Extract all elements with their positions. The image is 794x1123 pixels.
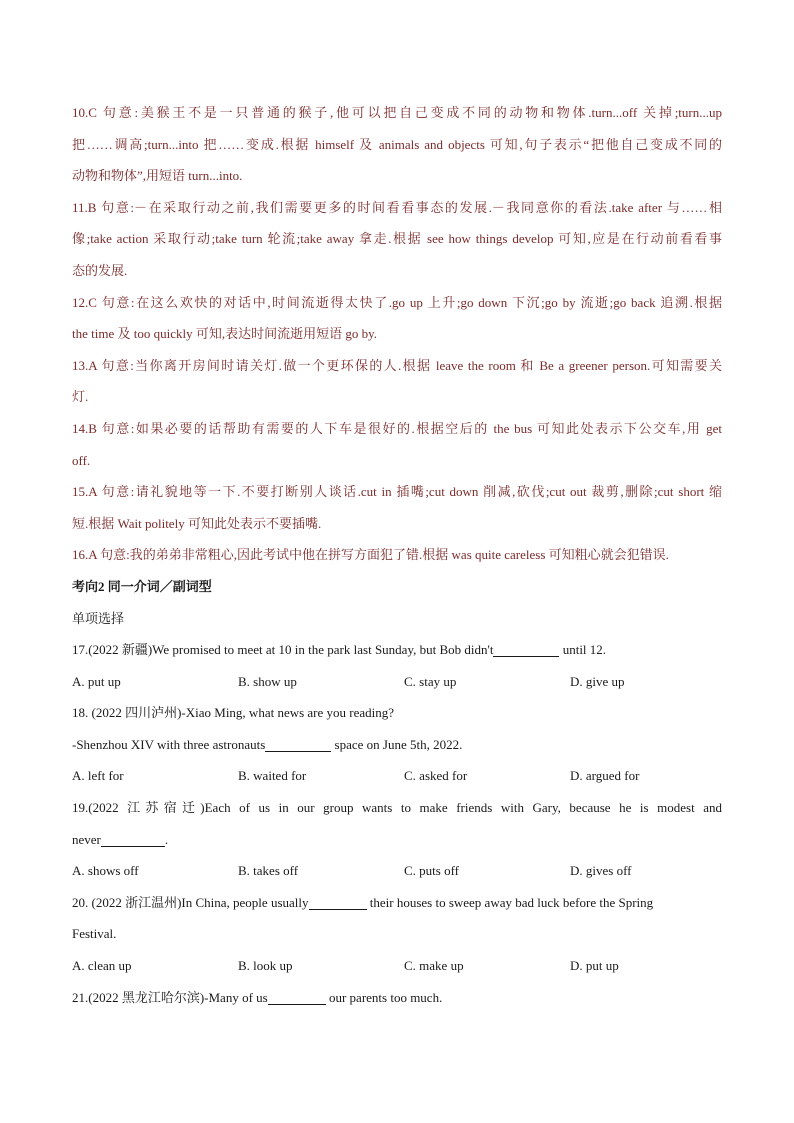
answer-text-line: 15.A 句意:请礼貌地等一下.不要打断别人谈话.cut in 插嘴;cut down 削减,砍伐;cut out 裁剪,删除;cut short 缩 <box>72 484 722 500</box>
answer-blank <box>493 642 559 657</box>
answer-text-line: 13.A 句意:当你离开房间时请关灯.做一个更环保的人.根据 leave the room 和 Be a greener person.可知需要关 <box>72 357 722 373</box>
section-subtitle: 单项选择 <box>72 610 125 626</box>
answer-text-line: 14.B 句意:如果必要的话帮助有需要的人下车是很好的.根据空后的 the bus 可知此处表示下公交车,用 get <box>72 420 722 436</box>
question-stem: 17.(2022 新疆)We promised to meet at 10 in the park last Sunday, but Bob didn't until 12. <box>72 642 607 658</box>
answer-text-line: 10.C 句意:美猴王不是一只普通的猴子,他可以把自己变成不同的动物和物体.turn...off 关掉;turn...up <box>72 105 722 120</box>
answer-12 <box>72 287 722 350</box>
answer-text-line: 态的发展. <box>72 262 128 278</box>
question-18 <box>72 697 722 792</box>
option-d: D. give up <box>570 673 625 689</box>
question-stem: 20. (2022 浙江温州)In China, people usually their houses to sweep away bad luck before the Spring <box>72 894 654 910</box>
answer-10 <box>72 97 722 192</box>
answer-text-line: 16.A 句意:我的弟弟非常粗心,因此考试中他在拼写方面犯了错.根据 was quite careless 可知粗心就会犯错误. <box>72 547 669 563</box>
question-stem: -Shenzhou XIV with three astronauts space on June 5th, 2022. <box>72 736 463 752</box>
answer-text-line: off. <box>72 452 91 468</box>
option-c: C. puts off <box>404 863 460 879</box>
option-a: A. shows off <box>72 863 139 879</box>
option-row <box>72 760 722 792</box>
option-c: C. stay up <box>404 673 457 689</box>
question-19 <box>72 792 722 887</box>
answer-blank <box>101 832 165 847</box>
answer-blank <box>268 990 326 1005</box>
question-stem: 18. (2022 四川泸州)-Xiao Ming, what news are you reading? <box>72 705 395 721</box>
option-row <box>72 950 722 982</box>
answer-text-line: 灯. <box>72 389 89 405</box>
answer-text-line: 像;take action 采取行动;take turn 轮流;take away 拿走.根据 see how things develop 可知,应是在行动前看看事 <box>72 231 722 247</box>
answer-13 <box>72 350 722 413</box>
section-title: 考向2 同一介词／副词型 <box>72 578 212 594</box>
option-a: A. put up <box>72 673 121 689</box>
option-a: A. clean up <box>72 958 132 974</box>
option-c: C. make up <box>404 958 464 974</box>
option-b: B. show up <box>238 673 297 689</box>
answer-16 <box>72 539 722 571</box>
option-d: D. argued for <box>570 768 640 784</box>
answer-text-line: 11.B 句意:－在采取行动之前,我们需要更多的时间看看事态的发展.－我同意你的看法.take after 与……相 <box>72 199 722 215</box>
option-c: C. asked for <box>404 768 468 784</box>
document-page <box>72 97 722 1013</box>
option-row <box>72 666 722 698</box>
answer-blank <box>265 737 331 752</box>
answer-14 <box>72 413 722 476</box>
answer-11 <box>72 192 722 287</box>
question-stem: Festival. <box>72 926 117 942</box>
answer-text-line: 动物和物体”,用短语 turn...into. <box>72 168 243 184</box>
answer-text-line: 短.根据 Wait politely 可知此处表示不要插嘴. <box>72 515 322 531</box>
answer-text-line: 12.C 句意:在这么欢快的对话中,时间流逝得太快了.go up 上升;go down 下沉;go by 流逝;go back 追溯.根据 <box>72 294 722 310</box>
question-stem: never . <box>72 831 169 847</box>
question-20 <box>72 887 722 982</box>
answer-15 <box>72 476 722 539</box>
option-row <box>72 855 722 887</box>
question-21 <box>72 982 722 1014</box>
option-d: D. gives off <box>570 863 632 879</box>
option-b: B. takes off <box>238 863 299 879</box>
answer-blank <box>309 895 367 910</box>
answer-text-line: 把……调高;turn...into 把……变成.根据 himself 及 animals and objects 可知,句子表示“把他自己变成不同的 <box>72 136 722 152</box>
question-17 <box>72 634 722 697</box>
answer-text-line: the time 及 too quickly 可知,表达时间流逝用短语 go by. <box>72 326 377 342</box>
option-d: D. put up <box>570 958 619 974</box>
option-b: B. look up <box>238 958 293 974</box>
option-b: B. waited for <box>238 768 307 784</box>
option-a: A. left for <box>72 768 124 784</box>
question-stem: 19.(2022 江苏宿迁)Each of us in our group wants to make friends with Gary, because he is modest and <box>72 800 722 816</box>
question-stem: 21.(2022 黑龙江哈尔滨)-Many of us our parents too much. <box>72 989 443 1005</box>
